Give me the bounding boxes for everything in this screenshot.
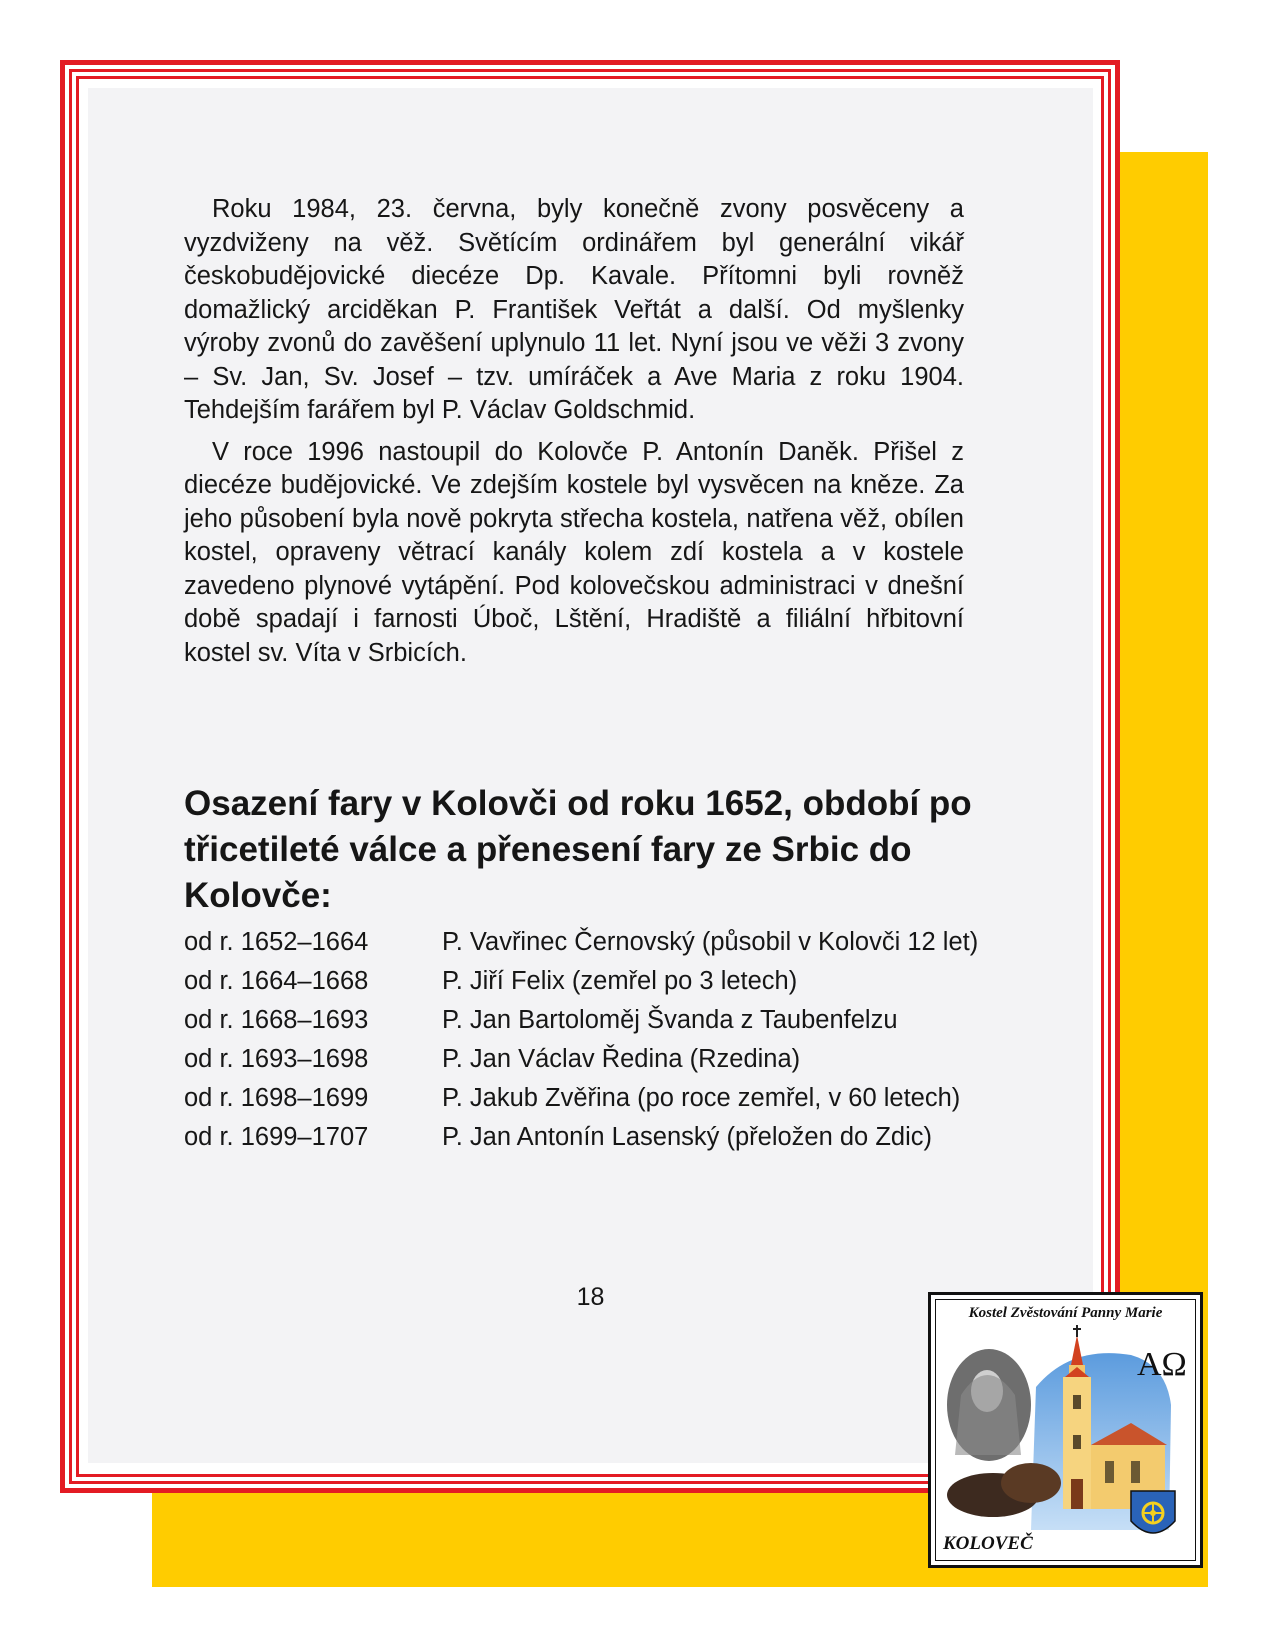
pastor-period: od r. 1698–1699	[184, 1084, 369, 1112]
logo-title: Kostel Zvěstování Panny Marie	[968, 1305, 1163, 1321]
pastor-name: P. Jan Bartoloměj Švanda z Taubenfelzu	[442, 1006, 898, 1034]
pastor-period: od r. 1693–1698	[184, 1045, 369, 1073]
pastor-name: P. Jakub Zvěřina (po roce zemřel, v 60 letech)	[442, 1084, 961, 1112]
pastor-row	[184, 1082, 984, 1115]
paragraph-2: V roce 1996 nastoupil do Kolovče P. Antonín Daněk. Přišel z diecéze budějovické. Ve zdejším kostele byl vysvěcen na kněze. Za jeho působení byla nově pokryta střecha kostela, natřena věž, obílen kostel, opraveny větrací kanály kolem zdí kostela a v kostele zavedeno plynové vytápění. Pod kolovečskou administraci v dnešní době spadají i farnosti Úboč, Lštění, Hradiště a filiální hřbitovní kostel sv. Víta v Srbicích.	[184, 437, 964, 667]
pastor-list	[184, 926, 984, 1160]
paragraph-1: Roku 1984, 23. června, byly konečně zvony posvěceny a vyzdviženy na věž. Světícím ordinářem byl generální vikář českobudějovické diecéze Dp. Kavale. Přítomni byli rovněž domažlický arciděkan P. František Veřtát a další. Od myšlenky výroby zvonů do zavěšení uplynulo 11 let. Nyní jsou ve věži 3 zvony – Sv. Jan, Sv. Josef – tzv. umíráček a Ave Maria z roku 1904. Tehdejším farářem byl P. Václav Goldschmid.	[184, 195, 964, 424]
pastor-name: P. Jan Antonín Lasenský (přeložen do Zdic)	[442, 1123, 932, 1151]
madonna-portrait	[947, 1349, 1031, 1461]
pastor-name: P. Jan Václav Ředina (Rzedina)	[442, 1045, 801, 1073]
section-heading: Osazení fary v Kolovči od roku 1652, období po třicetileté válce a přenesení fary ze Srbic do Kolovče:	[184, 784, 972, 915]
logo-town: KOLOVEČ	[943, 1533, 1033, 1554]
church-illustration	[931, 1295, 1200, 1565]
pastor-name: P. Jiří Felix (zemřel po 3 letech)	[442, 967, 798, 995]
pastor-row	[184, 1121, 984, 1154]
pastor-row	[184, 965, 984, 998]
pastor-row	[184, 1004, 984, 1037]
church-logo	[928, 1292, 1203, 1568]
page-number: 18	[576, 1283, 605, 1311]
alpha-omega-symbol: AΩ	[1137, 1346, 1187, 1383]
scanned-page	[88, 88, 1093, 1463]
pastor-period: od r. 1699–1707	[184, 1123, 369, 1151]
pastor-row	[184, 1043, 984, 1076]
pastor-period: od r. 1664–1668	[184, 967, 369, 995]
coat-of-arms-icon	[1131, 1491, 1175, 1533]
pastor-row	[184, 926, 984, 959]
pastor-period: od r. 1668–1693	[184, 1006, 369, 1034]
pastor-period: od r. 1652–1664	[184, 928, 369, 956]
body-text	[184, 193, 964, 670]
pastor-name: P. Vavřinec Černovský (působil v Kolovči 12 let)	[442, 928, 979, 956]
